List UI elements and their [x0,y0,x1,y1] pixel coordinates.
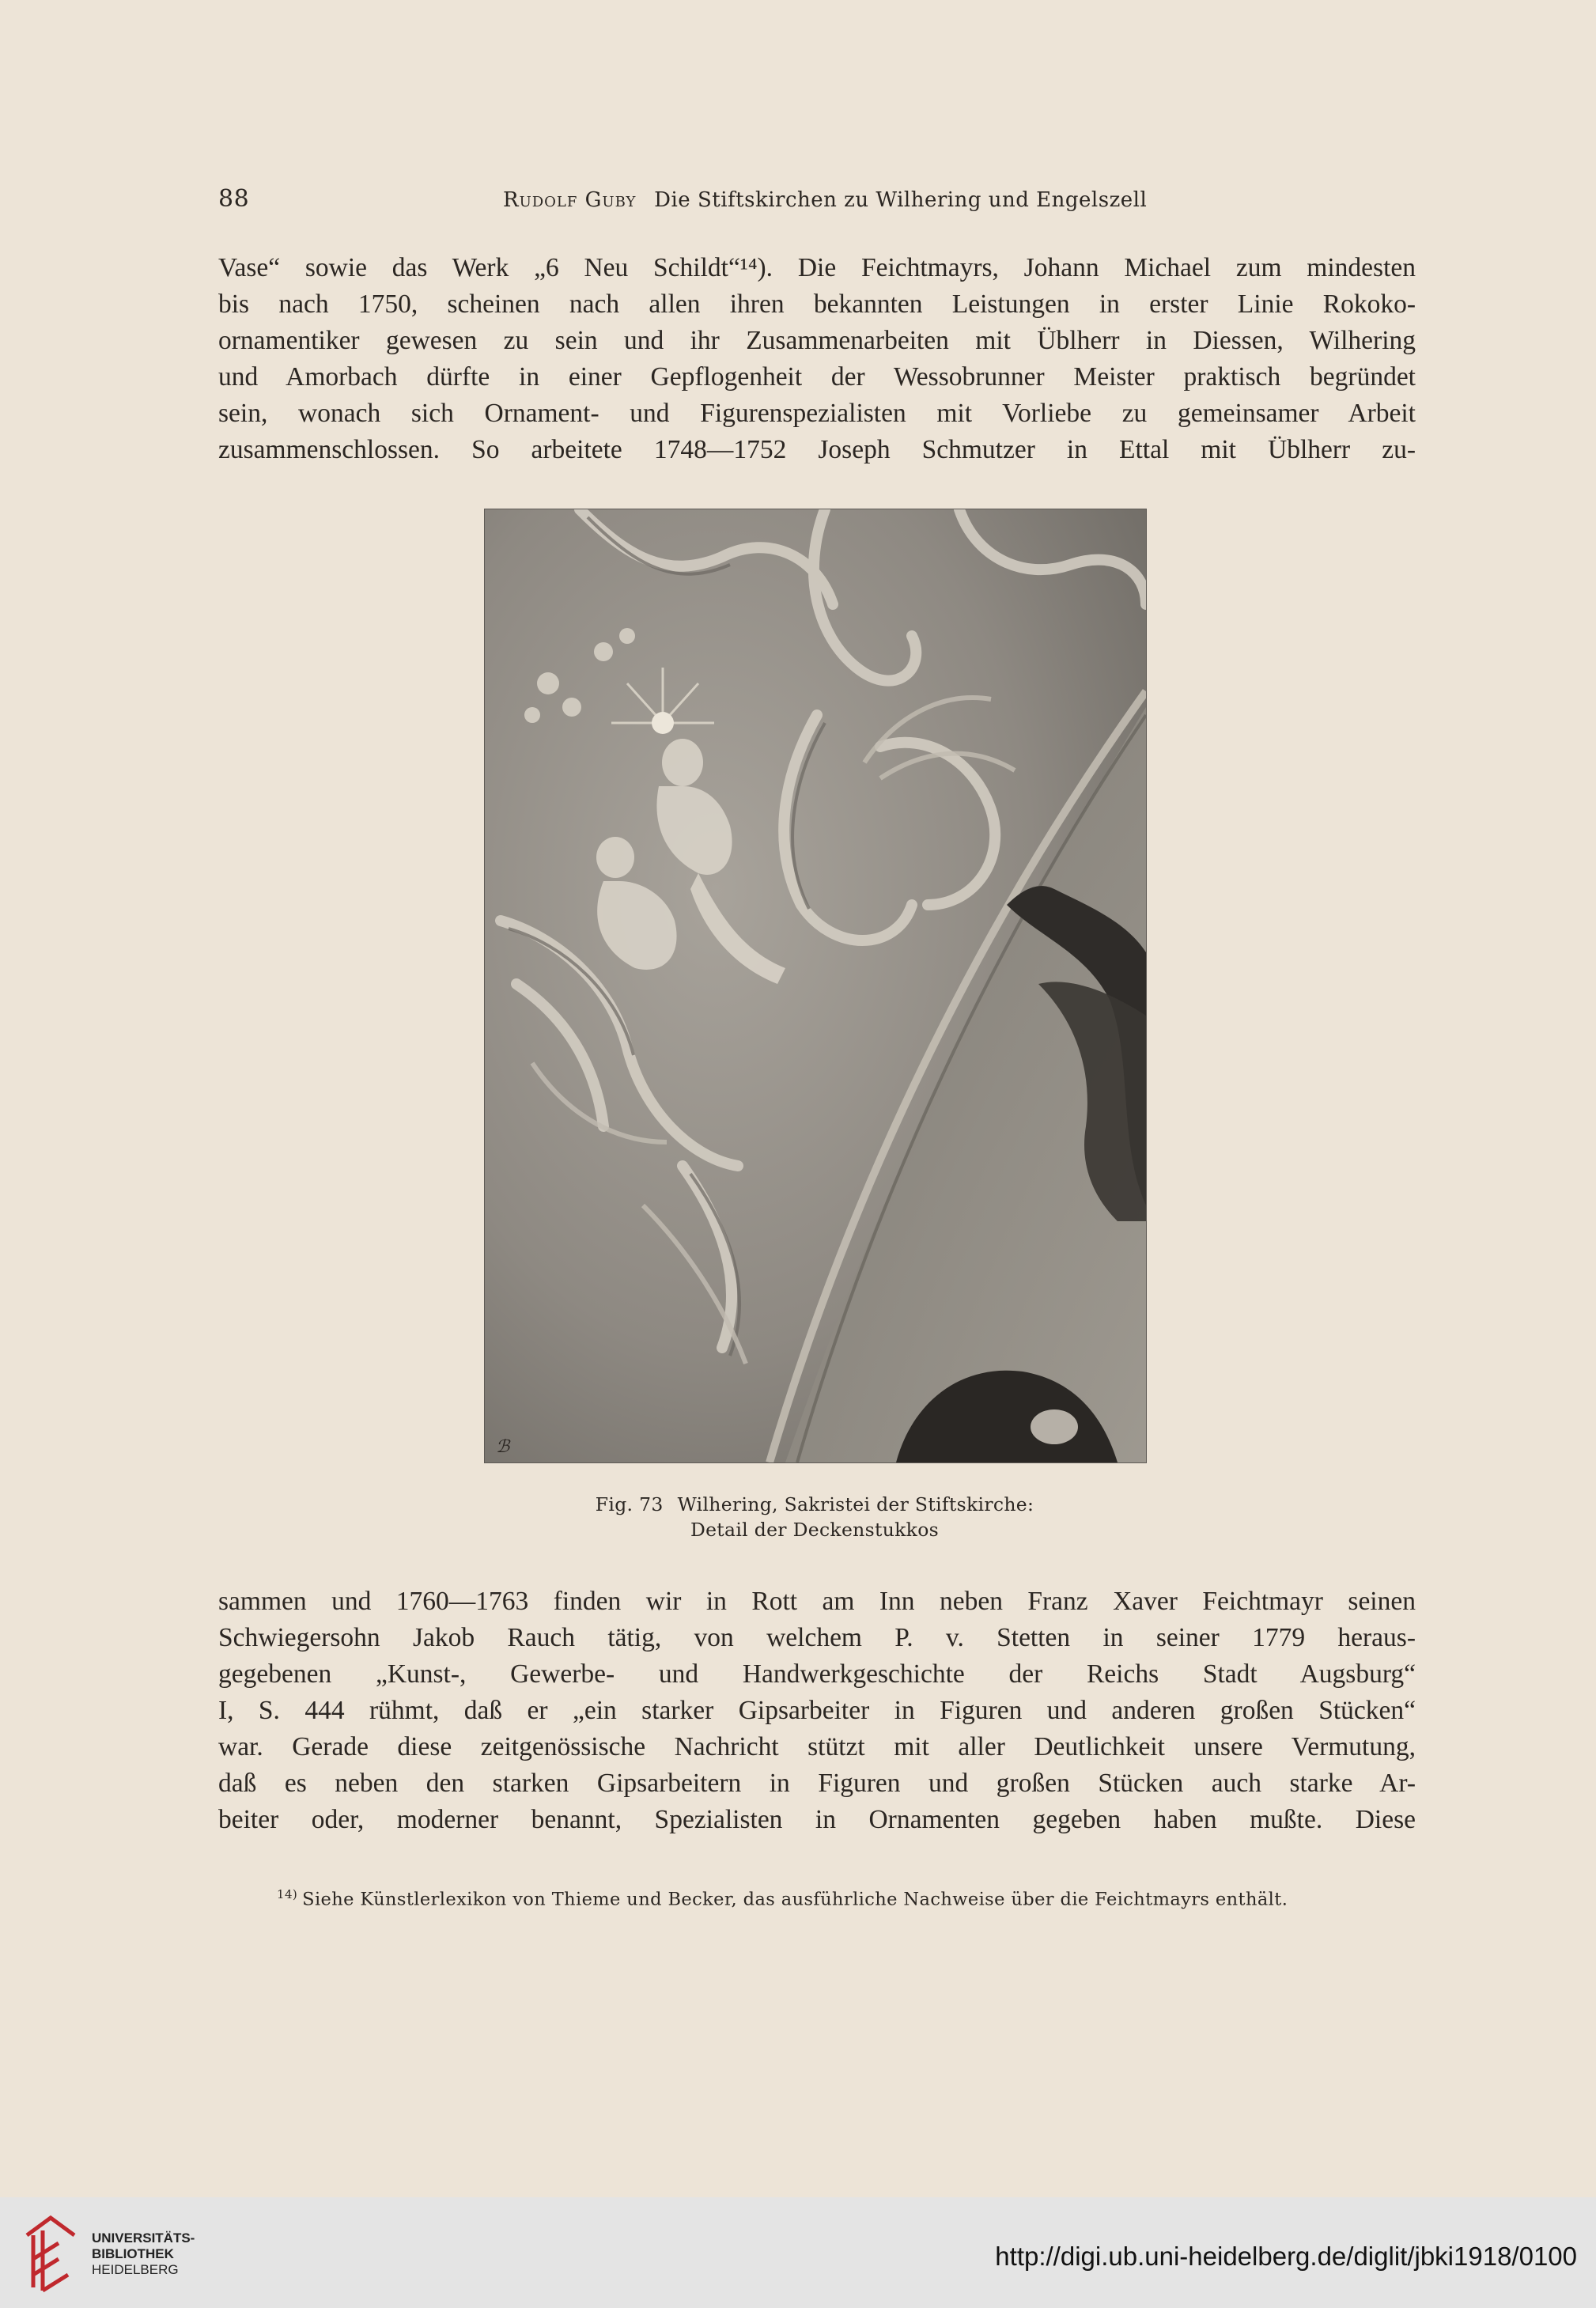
running-head [218,185,1428,217]
footnote-text: Siehe Künstlerlexikon von Thieme und Becker, das ausführliche Nachweise über die Feichtmayrs enthält. [302,1889,1288,1910]
library-name [92,2230,195,2278]
footnote [277,1887,1288,1910]
text-line: Vase“ sowie das Werk „6 Neu Schildt“¹⁴). Die Feichtmayrs, Johann Michael zum mindesten [218,253,1416,282]
footnote-marker: 14) [277,1887,298,1901]
photographer-monogram: ℬ [496,1437,510,1457]
paragraph-bottom [218,1583,1416,1838]
text-line: sammen und 1760—1763 finden wir in Rott am Inn neben Franz Xaver Feichtmayr seinen [218,1587,1416,1616]
text-line: sein, wonach sich Ornament- und Figurenspezialisten mit Vorliebe zu gemeinsamer Arbeit [218,399,1416,428]
caption-line-1 [484,1492,1145,1517]
library-logo-icon [19,2212,82,2294]
page-number: 88 [218,185,250,213]
text-line: daß es neben den starken Gipsarbeitern in Figuren und großen Stücken auch starke Ar- [218,1769,1416,1798]
figure-photograph [484,509,1147,1463]
text-line: war. Gerade diese zeitgenössische Nachricht stützt mit aller Deutlichkeit unsere Vermutung, [218,1732,1416,1761]
caption-text-1: Wilhering, Sakristei der Stiftskirche: [677,1493,1034,1515]
text-line: beiter oder, moderner benannt, Spezialisten in Ornamenten gegeben haben mußte. Diese [218,1805,1416,1834]
running-title [503,188,1147,212]
source-url-link[interactable]: http://digi.ub.uni-heidelberg.de/diglit/jbki1918/0100 [995,2242,1577,2271]
text-line: ornamentiker gewesen zu sein und ihr Zusammenarbeiten mit Üblherr in Diessen, Wilhering [218,326,1416,355]
text-line: I, S. 444 rühmt, daß er „ein starker Gipsarbeiter in Figuren und anderen großen Stücken“ [218,1696,1416,1725]
text-line: zusammenschlossen. So arbeitete 1748—1752 Joseph Schmutzer in Ettal mit Üblherr zu- [218,435,1416,464]
caption-line-2: Detail der Deckenstukkos [690,1519,940,1541]
footer-bar [0,2197,1596,2308]
text-line: und Amorbach dürfte in einer Gepflogenheit der Wessobrunner Meister praktisch begründet [218,362,1416,392]
library-line-1: UNIVERSITÄTS- [92,2230,195,2246]
figure-label: Fig. 73 [595,1493,664,1515]
header-book-title: Die Stiftskirchen zu Wilhering und Engelszell [654,188,1148,212]
text-line: Schwiegersohn Jakob Rauch tätig, von welchem P. v. Stetten in seiner 1779 heraus- [218,1623,1416,1652]
paragraph-top [218,250,1416,468]
figure-caption [484,1492,1145,1542]
stucco-ceiling-photo [485,509,1146,1462]
text-line: bis nach 1750, scheinen nach allen ihren bekannten Leistungen in erster Linie Rokoko- [218,289,1416,319]
header-author: Rudolf Guby [503,188,637,212]
library-line-2: BIBLIOTHEK [92,2246,174,2261]
library-line-3: HEIDELBERG [92,2262,179,2277]
text-line: gegebenen „Kunst-, Gewerbe- und Handwerkgeschichte der Reichs Stadt Augsburg“ [218,1659,1416,1689]
